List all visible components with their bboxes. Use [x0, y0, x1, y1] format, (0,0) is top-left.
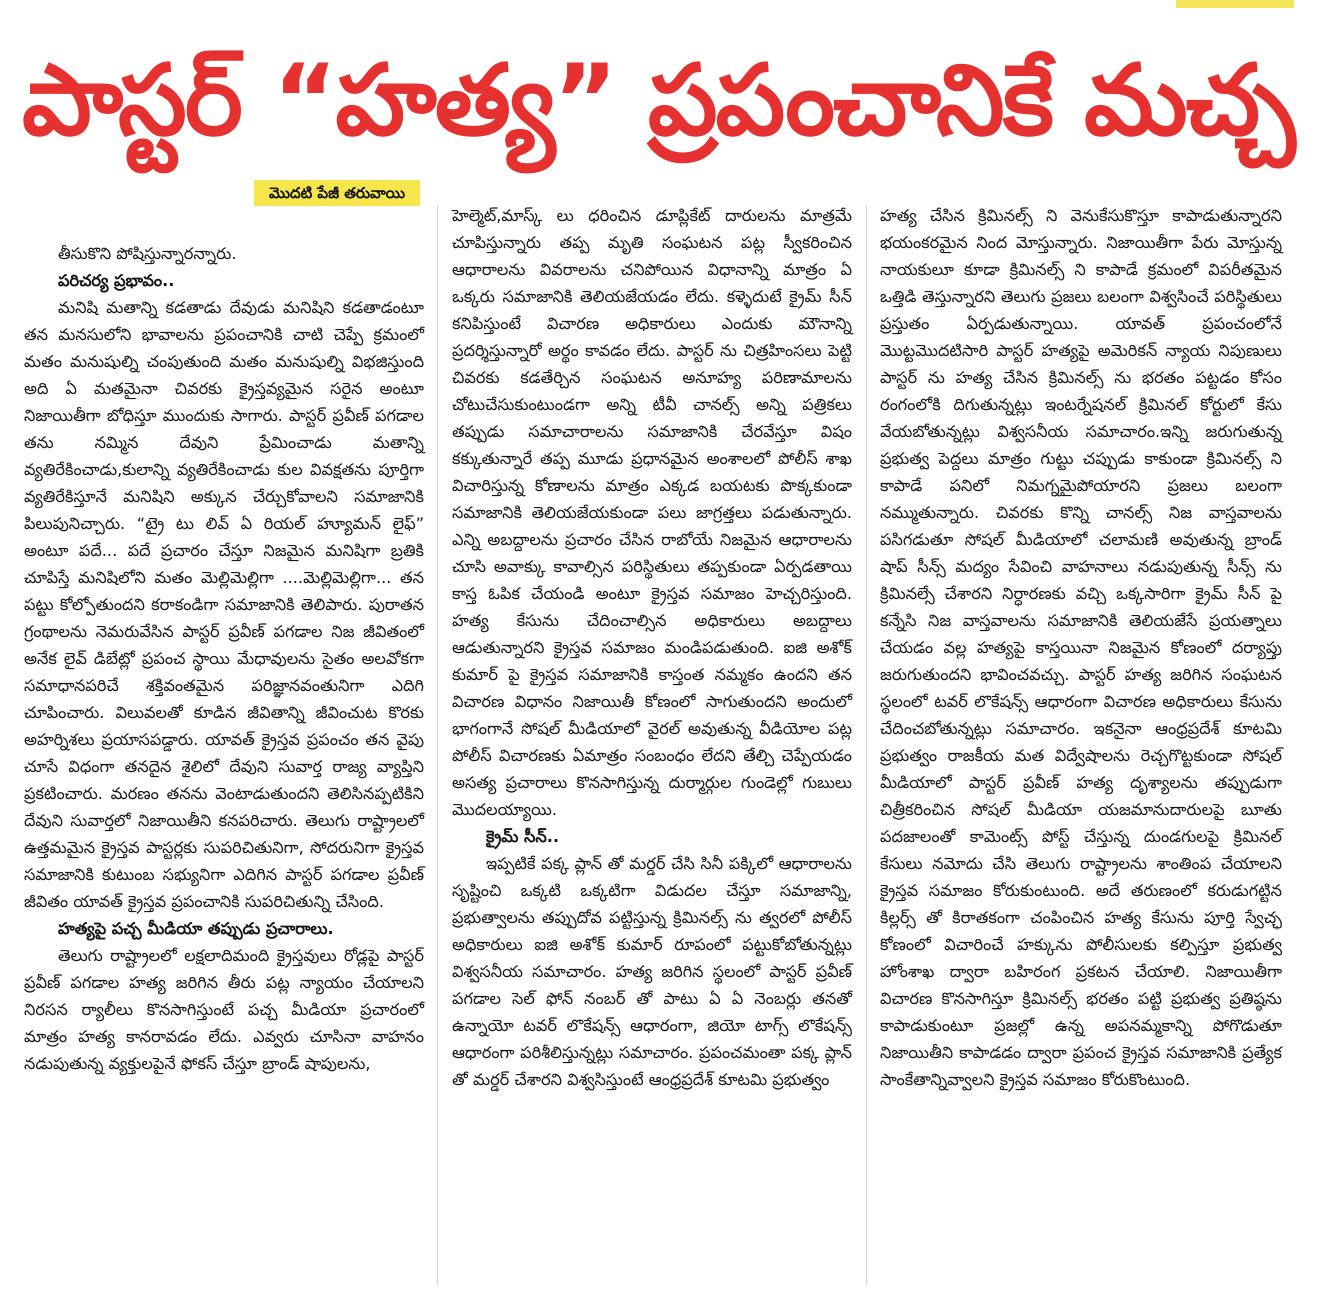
corner-color-tab — [1176, 0, 1294, 8]
article-paragraph: ఇప్పటికే పక్క ప్లాన్ తో మర్డర్ చేసి సినీ పక్కిలో ఆధారాలను సృష్టించి ఒక్కటి ఒక్కటిగా విడుదల చేస్తూ సమాజాన్ని, ప్రభుత్వాలను తప్పుదోవ పట్టిస్తున్న క్రిమినల్స్ ను త్వరలో పోలీస్ అధికారులు ఐజి అశోక్ కుమార్ రూపంలో పట్టుకోబోతున్నట్లు విశ్వసనీయ సమాచారం. హత్య జరిగిన స్థలంలో పాస్టర్ ప్రవీణ్ పగడాల సెల్ ఫోన్ నంబర్ తో పాటు ఏ ఏ నెంబర్లు తనతో ఉన్నాయో టవర్ లొకేషన్స్ ఆధారంగా, జియో టాగ్స్ లొకేషన్స్ ఆధారంగా పరిశీలిస్తున్నట్లు సమాచారం. ప్రపంచమంతా పక్క ప్లాన్ తో మర్డర్ చేశారని విశ్వసిస్తుంటే ఆంధ్రప్రదేశ్ కూటమి ప్రభుత్వం — [452, 854, 852, 1089]
headline: పాస్టర్ “హత్య” ప్రపంచానికే మచ్చ — [22, 44, 1294, 158]
article-paragraph: మనిషి మతాన్ని కడతాడు దేవుడు మనిషిని కడతాడంటూ తన మనసులోని భావాలను ప్రపంచానికి చాటి చెప్పే క్రమంలో మతం మనుషుల్ని చంపుతుంది మతం మనుషుల్ని విభజిస్తుంది అది ఏ మతమైనా చివరకు క్రైస్తవ్యమైన సరైన అంటూ నిజాయితీగా బోధిస్తూ ముందుకు సాగారు. పాస్టర్ ప్రవీణ్ పగడాల తను నమ్మిన దేవుని ప్రేమించాడు మతాన్ని వ్యతిరేకించాడు,కులాన్ని వ్యతిరేకించాడు కుల వివక్షతను పూర్తిగా వ్యతిరేకిస్తూనే మనిషిని అక్కున చేర్చుకోవాలని సమాజానికి పిలుపునిచ్చారు. “ట్రై టు లివ్ ఏ రియల్ హ్యూమన్ లైఫ్” అంటూ పదే... పదే ప్రచారం చేస్తూ నిజమైన మనిషిగా బ్రతికి చూపిస్తే మనిషిలోని మతం మెల్లిమెల్లిగా ....మెల్లిమెల్లిగా... తన పట్టు కోల్పోతుందని కరాకండిగా సమాజానికి తెలిపారు. పురాతన గ్రంథాలను నెమరువేసిన పాస్టర్ ప్రవీణ్ పగడాల నిజ జీవితంలో అనేక లైవ్ డిబేట్లో ప్రపంచ స్థాయి మేధావులను సైతం అలవోకగా సమాధానపరిచే శక్తివంతమైన పరిజ్ఞానవంతునిగా ఎదిగి చూపించారు. విలువలతో కూడిన జీవితాన్ని జీవించుట కొరకు అహర్నిశలు ప్రయాసపడ్డారు. యావత్ క్రైస్తవ ప్రపంచం తన వైపు చూసే విధంగా తనదైన శైలిలో దేవుని సువార్త రాజ్య వ్యాప్తిని ప్రకటించారు. మరణం తనను వెంటాడుతుందని తెలిసినప్పటికిని దేవుని సువార్తలో నిజాయితీని కనపరిచారు. తెలుగు రాష్ట్రాలలో ఉత్తమమైన క్రైస్తవ పాస్టర్లకు సుపరిచితునిగా, సోదరునిగా క్రైస్తవ సమాజానికి కుటుంబ సభ్యునిగా ఎదిగిన పాస్టర్ పగడాల ప్రవీణ్ జీవితం యావత్ క్రైస్తవ ప్రపంచానికి సుపరిచితున్ని చేసింది. — [24, 298, 424, 911]
article-column-3 — [880, 202, 1282, 1093]
continued-from-front-page-tag: మొదటి పేజీ తరువాయి — [254, 180, 420, 206]
column-divider — [437, 206, 438, 1286]
subheading-ministry-influence: పరిచర్య ప్రభావం.. — [58, 271, 175, 290]
column-opening-line: తీసుకొని పోషిస్తున్నారన్నారు. — [58, 244, 237, 263]
article-column-2 — [452, 202, 852, 1093]
subheading-crime-scene: క్రైమ్ సీన్.. — [486, 827, 560, 846]
subheading-false-propaganda: హత్యపై పచ్చ మీడియా తప్పుడు ప్రచారాలు. — [58, 919, 334, 938]
column-divider — [866, 206, 867, 1286]
article-column-1 — [24, 240, 424, 1077]
article-paragraph: హెల్మెట్,మాస్క్ లు ధరించిన డూప్లికేట్ దారులను మాత్రమే చూపిస్తున్నారు తప్ప మృతి సంఘటన పట్ల స్వీకరించిన ఆధారాలను వివరాలను చనిపోయిన విధానాన్ని మాత్రం ఏ ఒక్కరు సమాజానికి తెలియజేయడం లేదు. కళ్ళెదుటే క్రైమ్ సీన్ కనిపిస్తుంటే విచారణ అధికారులు ఎందుకు మౌనాన్ని ప్రదర్శిస్తున్నారో అర్థం కావడం లేదు. పాస్టర్ ను చిత్రహింసలు పెట్టి చివరకు కడతేర్చిన సంఘటన అనూహ్య పరిణామాలను చోటుచేసుకుంటుండగా అన్ని టీవీ చానల్స్ అన్ని పత్రికలు తప్పుడు సమాచారాలను సమాజానికి చేరవేస్తూ విషం కక్కుతున్నారే తప్ప మూడు ప్రధానమైన అంశాలలో పోలీస్ శాఖ విచారిస్తున్న కోణాలను మాత్రం ఎక్కడ బయటకు పొక్కకుండా సమాజానికి తెలియజేయకుండా పలు జాగ్రత్తలు పడుతున్నారు. ఎన్ని అబద్దాలను ప్రచారం చేసిన రాబోయే నిజమైన ఆధారాలను చూసి అవాక్కు కావాల్సిన పరిస్థితులు తప్పకుండా ఏర్పడతాయి కాస్త ఓపిక చేయండి అంటూ క్రైస్తవ సమాజం హెచ్చరిస్తుంది. హత్య కేసును చేదించాల్సిన అధికారులు అబద్దాలు ఆడుతున్నారని క్రైస్తవ సమాజం మండిపడుతుంది. ఐజి అశోక్ కుమార్ పై క్రైస్తవ సమాజానికి కాస్తంత నమ్మకం ఉందని తన విచారణ విధానం నిజాయితీ కోణంలో సాగుతుందని అందులో భాగంగానే సోషల్ మీడియాలో వైరల్ అవుతున్న వీడియోల పట్ల పోలీస్ విచారణకు ఏమాత్రం సంబంధం లేదని తేల్చి చెప్పేయడం అసత్య ప్రచారాలు కొనసాగిస్తున్న దుర్మార్గుల గుండెల్లో గుబులు మొదలయ్యాయి. — [452, 206, 852, 819]
article-paragraph: తెలుగు రాష్ట్రాలలో లక్షలాదిమంది క్రైస్తవులు రోడ్లపై పాస్టర్ ప్రవీణ్ పగడాల హత్య జరిగిన తీరు పట్ల న్యాయం చేయాలని నిరసన ర్యాలీలు కొనసాగిస్తుంటే పచ్చ మీడియా ప్రచారంలో మాత్రం హత్య కానరావడం లేదు. ఎవ్వరు చూసినా వాహనం నడుపుతున్న వ్యక్తులపైనే ఫోకస్ చేస్తూ బ్రాండ్ షాపులను, — [24, 946, 424, 1073]
article-paragraph: హత్య చేసిన క్రిమినల్స్ ని వెనుకేసుకొస్తూ కాపాడుతున్నారని భయంకరమైన నింద మోస్తున్నారు. నిజాయితీగా పేరు మోస్తున్న నాయకులూ కూడా క్రిమినల్స్ ని కాపాడే క్రమంలో విపరీతమైన ఒత్తిడి తెస్తున్నారని తెలుగు ప్రజలు బలంగా విశ్వసించే పరిస్థితులు ప్రస్తుతం ఏర్పడుతున్నాయి. యావత్ ప్రపంచంలోనే మొట్టమొదటిసారి పాస్టర్ హత్యపై అమెరికన్ న్యాయ నిపుణులు పాస్టర్ ను హత్య చేసిన క్రిమినల్స్ ను భరతం పట్టడం కోసం రంగంలోకి దిగుతున్నట్లు ఇంటర్నేషనల్ క్రిమినల్ కోర్టులో కేసు వేయబోతున్నట్లు విశ్వసనీయ సమాచారం.ఇన్ని జరుగుతున్న ప్రభుత్వ పెద్దలు మాత్రం గుట్టు చప్పుడు కాకుండా క్రిమినల్స్ ని కాపాడే పనిలో నిమగ్నమైపోయారని ప్రజలు బలంగా నమ్ముతున్నారు. చివరకు కొన్ని చానల్స్ నిజ వాస్తవాలను పసిగడుతూ సోషల్ మీడియాలో చలామణి అవుతున్న బ్రాండ్ షాప్ సీన్స్ మద్యం సేవించి వాహనాలు నడుపుతున్న సీన్స్ ను క్రిమినల్సే చేశారని నిర్ధారణకు వచ్చి ఒక్కసారిగా క్రైమ్ సీన్ పై కన్నేసి నిజ వాస్తవాలను సమాజానికి తెలియజేసే ప్రయత్నాలు చేయడం వల్ల హత్యపై కాస్తయినా నిజమైన కోణంలో దర్యాప్తు జరుగుతుందని భావించవచ్చు. పాస్టర్ హత్య జరిగిన సంఘటన స్థలంలో టవర్ లొకేషన్స్ ఆధారంగా విచారణ అధికారులు కేసును చేదించబోతున్నట్లు సమాచారం. ఇకనైనా ఆంధ్రప్రదేశ్ కూటమి ప్రభుత్వం రాజకీయ మత విద్వేషాలను రెచ్చగొట్టకుండా సోషల్ మీడియాలో పాస్టర్ ప్రవీణ్ హత్య దృశ్యాలను తప్పుడుగా చిత్రీకరించిన సోషల్ మీడియా యజమానుదారులపై బూతు పదజాలంతో కామెంట్స్ పోస్ట్ చేస్తున్న దుండగులపై క్రిమినల్ కేసులు నమోదు చేసి తెలుగు రాష్ట్రాలను శాంతింప చేయాలని క్రైస్తవ సమాజం కోరుకుంటుంది. అదే తరుణంలో కరుడుగట్టిన కిల్లర్స్ తో కిరాతకంగా చంపించిన హత్య కేసును పూర్తి స్వేచ్ఛ కోణంలో విచారించే హక్కును పోలీసులకు కల్పిస్తూ ప్రభుత్వ హోంశాఖ ద్వారా బహిరంగ ప్రకటన చేయాలి. నిజాయితీగా విచారణ కొనసాగిస్తూ క్రిమినల్స్ భరతం పట్టి ప్రభుత్వ ప్రతిష్ఠను కాపాడుకుంటూ ప్రజల్లో ఉన్న అపనమ్మకాన్ని పోగొడుతూ నిజాయితీని కాపాడడం ద్వారా ప్రపంచ క్రైస్తవ సమాజానికి ప్రత్యేక సాంకేతాన్నివ్వాలని క్రైస్తవ సమాజం కోరుకొంటుంది. — [880, 206, 1282, 1089]
